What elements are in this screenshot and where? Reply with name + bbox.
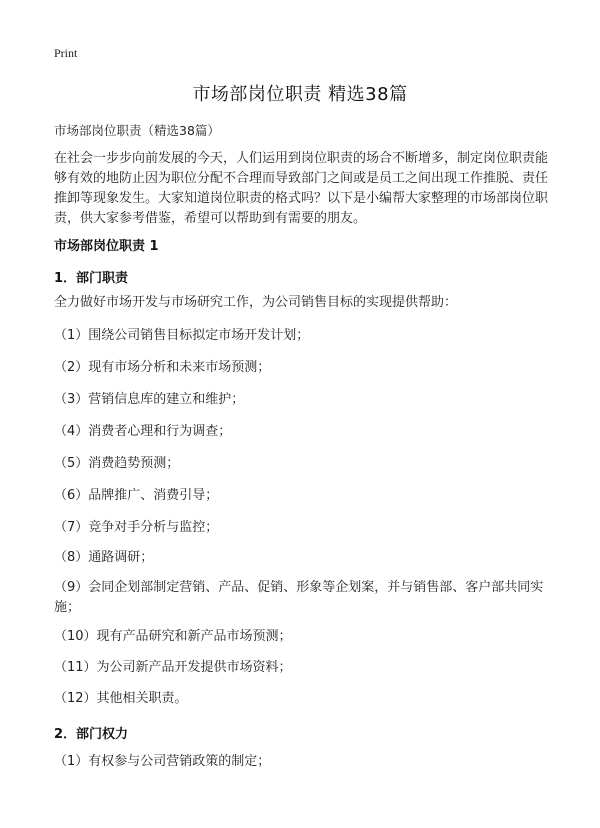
list-item: （10）现有产品研究和新产品市场预测； xyxy=(54,629,292,644)
list-item: （1）有权参与公司营销政策的制定； xyxy=(54,754,271,769)
document-subtitle: 市场部岗位职责（精选38篇） xyxy=(54,123,220,138)
section-heading-duties: 1．部门职责 xyxy=(54,271,129,286)
list-item: （8）通路调研； xyxy=(54,550,154,565)
list-item: （11）为公司新产品开发提供市场资料； xyxy=(54,660,292,675)
article-heading: 市场部岗位职责 1 xyxy=(54,239,159,254)
section-heading-authority: 2．部门权力 xyxy=(54,727,129,742)
list-item: （4）消费者心理和行为调查； xyxy=(54,424,232,439)
print-link[interactable]: Print xyxy=(54,46,78,60)
intro-paragraph: 在社会一步步向前发展的今天，人们运用到岗位职责的场合不断增多，制定岗位职责能够有效的地防止因为职位分配不合理而导致部门之间或是员工之间出现工作推脱、责任推卸等现象发生。大家知道岗位职责的格式吗？以下是小编帮大家整理的市场部岗位职责，供大家参考借鉴，希望可以帮助到有需要的朋友。 xyxy=(54,151,549,226)
list-item: （6）品牌推广、消费引导； xyxy=(54,488,219,503)
list-item: （1）围绕公司销售目标拟定市场开发计划； xyxy=(54,328,310,343)
list-item: （3）营销信息库的建立和维护； xyxy=(54,392,245,407)
section-lead: 全力做好市场开发与市场研究工作，为公司销售目标的实现提供帮助： xyxy=(54,295,458,310)
list-item: （2）现有市场分析和未来市场预测； xyxy=(54,360,271,375)
list-item: （9）会同企划部制定营销、产品、促销、形象等企划案，并与销售部、客户部共同实施； xyxy=(54,580,544,615)
list-item: （5）消费趋势预测； xyxy=(54,456,180,471)
list-item: （12）其他相关职责。 xyxy=(54,691,188,706)
list-item: （7）竞争对手分析与监控； xyxy=(54,520,219,535)
document-title: 市场部岗位职责 精选38篇 xyxy=(192,84,408,105)
